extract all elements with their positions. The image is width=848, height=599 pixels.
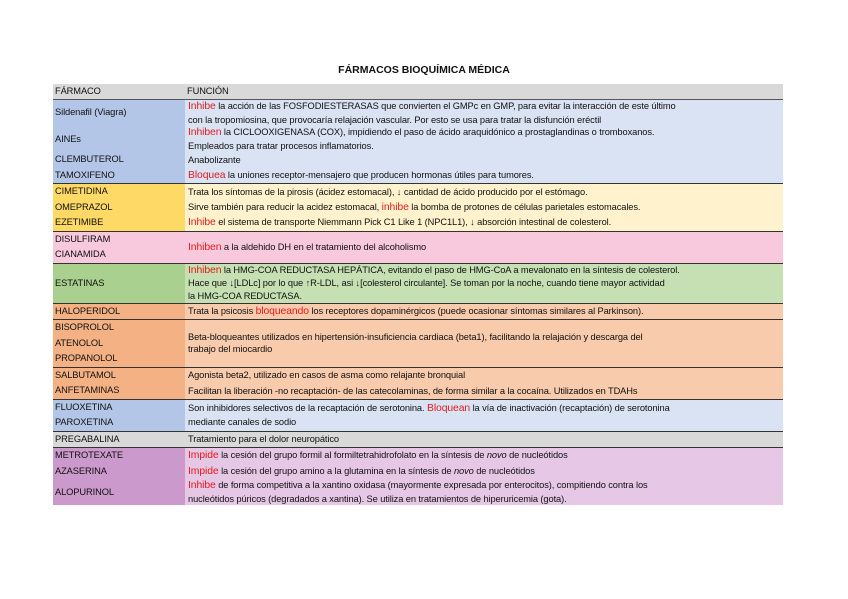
table-row (53, 431, 783, 448)
drug-name: OMEPRAZOL (55, 201, 113, 212)
drug-name: SALBUTAMOL (55, 369, 116, 380)
drug-name: DISULFIRAM (55, 233, 111, 244)
function-text: Sirve también para reducir la acidez estomacal, (188, 201, 382, 212)
drug-name: PROPANOLOL (55, 353, 118, 364)
function-text: la HMG-COA REDUCTASA. (188, 291, 302, 302)
action-verb: Impide (188, 450, 219, 462)
drug-name: CLEMBUTEROL (55, 154, 124, 165)
drug-name: CIANAMIDA (55, 249, 106, 260)
function-text: Agonista beta2, utilizado en casos de asma como relajante bronquial (188, 370, 466, 381)
action-verb: Impide (188, 465, 219, 477)
drug-name: BISOPROLOL (55, 322, 114, 333)
function-text: Empleados para tratar procesos inflamatorios. (188, 140, 374, 151)
drug-name: CIMETIDINA (55, 186, 108, 197)
function-text: la cesión del grupo formil al formiltetrahidrofolato en la síntesis de (218, 450, 487, 461)
function-text: a la aldehido DH en el tratamiento del alcoholismo (221, 241, 427, 252)
function-text: la acción de las FOSFODIESTERASAS que convierten el GMPc en GMP, para evitar la interacción de este último (215, 101, 676, 111)
drug-name: ESTATINAS (55, 277, 105, 288)
function-text: de nucleótidos (473, 465, 535, 476)
drug-name: PAROXETINA (55, 417, 114, 428)
table-row (53, 215, 783, 231)
action-verb: Bloquea (188, 169, 226, 181)
table-row (53, 303, 783, 320)
drug-name: FLUOXETINA (55, 401, 113, 412)
action-verb: Inhibe (188, 101, 216, 112)
function-text: los receptores dopaminérgicos (puede ocasionar síntomas similares al Parkinson). (308, 305, 644, 316)
table-row (53, 464, 783, 480)
table-row (53, 100, 783, 127)
function-text: trabajo del miocardio (188, 344, 273, 355)
page-title: FÁRMACOS BIOQUÍMICA MÉDICA (338, 64, 510, 76)
drug-name: EZETIMIBE (55, 217, 104, 228)
function-text: Anabolizante (188, 154, 241, 165)
action-verb: Inhiben (188, 241, 222, 253)
function-text: con la tropomiosina, que provocaría relajación vascular. Por esto se usa para tratar la disfunción eréctil (188, 114, 602, 125)
header-function: FUNCIÓN (185, 84, 783, 100)
function-text: de forma competitiva a la xantino oxidasa (mayormente expresada por enterocitos), compitiendo contra los (215, 480, 648, 491)
table-row (53, 383, 783, 399)
drug-name: AZASERINA (55, 465, 107, 476)
function-text: la vía de inactivación (recaptación) de serotonina (470, 403, 670, 414)
function-text: Son inhibidores selectivos de la recaptación de serotonina. (188, 403, 427, 414)
drug-name: AINEs (55, 133, 81, 144)
drug-name: Sildenafil (Viagra) (55, 107, 127, 118)
function-text: la HMG-COA REDUCTASA HEPÁTICA, evitando el paso de HMG-CoA a mevalonato en la síntesis de colesterol. (221, 264, 680, 275)
drug-name: ATENOLOL (55, 337, 104, 348)
function-text: el sistema de transporte Niemmann Pick C1 Like 1 (NPC1L1), ↓ absorción intestinal de colesterol. (215, 217, 612, 228)
table-row (53, 479, 783, 505)
drug-name: ANFETAMINAS (55, 385, 120, 396)
function-text: Trata los síntomas de la pirosis (ácidez estomacal), ↓ cantidad de ácido producido por el estómago. (188, 186, 588, 197)
drug-name: METROTEXATE (55, 450, 123, 461)
header-drug: FÁRMACO (53, 84, 185, 100)
table-row (53, 448, 783, 464)
table-row (53, 184, 783, 200)
function-text: nucleótidos púricos (degradados a xantina). Se utiliza en tratamientos de hiperuricemia (gota). (188, 493, 567, 504)
drug-name: PREGABALINA (55, 433, 120, 444)
table-row (53, 200, 783, 216)
function-text: Beta-bloqueantes utilizados en hipertensión-insuficiencia cardiaca (beta1), facilitando la relajación y descarga del (188, 331, 643, 342)
function-text: novo (486, 450, 507, 461)
function-text: Tratamiento para el dolor neuropático (188, 434, 339, 445)
action-verb: bloqueando (255, 305, 309, 317)
drug-name: TAMOXIFENO (55, 169, 115, 180)
table-row (53, 399, 783, 431)
function-text: Hace que ↓[LDLc] por lo que ↑R-LDL, asi ↓[colesterol circulante]. Se toman por la noche, cuando tiene mayor actividad (188, 278, 665, 289)
function-text: novo (453, 465, 474, 476)
action-verb: Inhibe (188, 480, 216, 492)
action-verb: Inhibe (188, 217, 216, 229)
drug-table (53, 84, 783, 505)
action-verb: Bloquean (426, 403, 471, 415)
action-verb: Inhiben (188, 127, 222, 139)
function-text: la cesión del grupo amino a la glutamina en la síntesis de (218, 465, 454, 476)
table-row (53, 320, 783, 368)
function-text: mediante canales de sodio (188, 416, 297, 427)
action-verb: inhibe (381, 201, 409, 213)
drug-name: HALOPERIDOL (55, 305, 121, 316)
function-text: la CICLOOXIGENASA (COX), impidiendo el paso de ácido araquidónico a prostaglandinas o tromboxanos. (221, 127, 655, 138)
table-row (53, 367, 783, 383)
function-text: la uniones receptor-mensajero que producen hormonas útiles para tumores. (225, 169, 534, 180)
table-row (53, 263, 783, 303)
table-row (53, 168, 783, 184)
action-verb: Inhiben (188, 264, 222, 276)
table-header-row (53, 84, 783, 100)
table-row (53, 152, 783, 168)
table-row (53, 231, 783, 263)
function-text: la bomba de protones de células parietales estomacales. (408, 201, 641, 212)
table-row (53, 126, 783, 152)
function-text: Trata la psicosis (188, 305, 256, 316)
function-text: Facilitan la liberación -no recaptación- de las catecolaminas, de forma similar a la cocaína. Utilizados en TDAHs (188, 385, 638, 396)
function-text: de nucleótidos (506, 450, 568, 461)
drug-name: ALOPURINOL (55, 486, 114, 497)
